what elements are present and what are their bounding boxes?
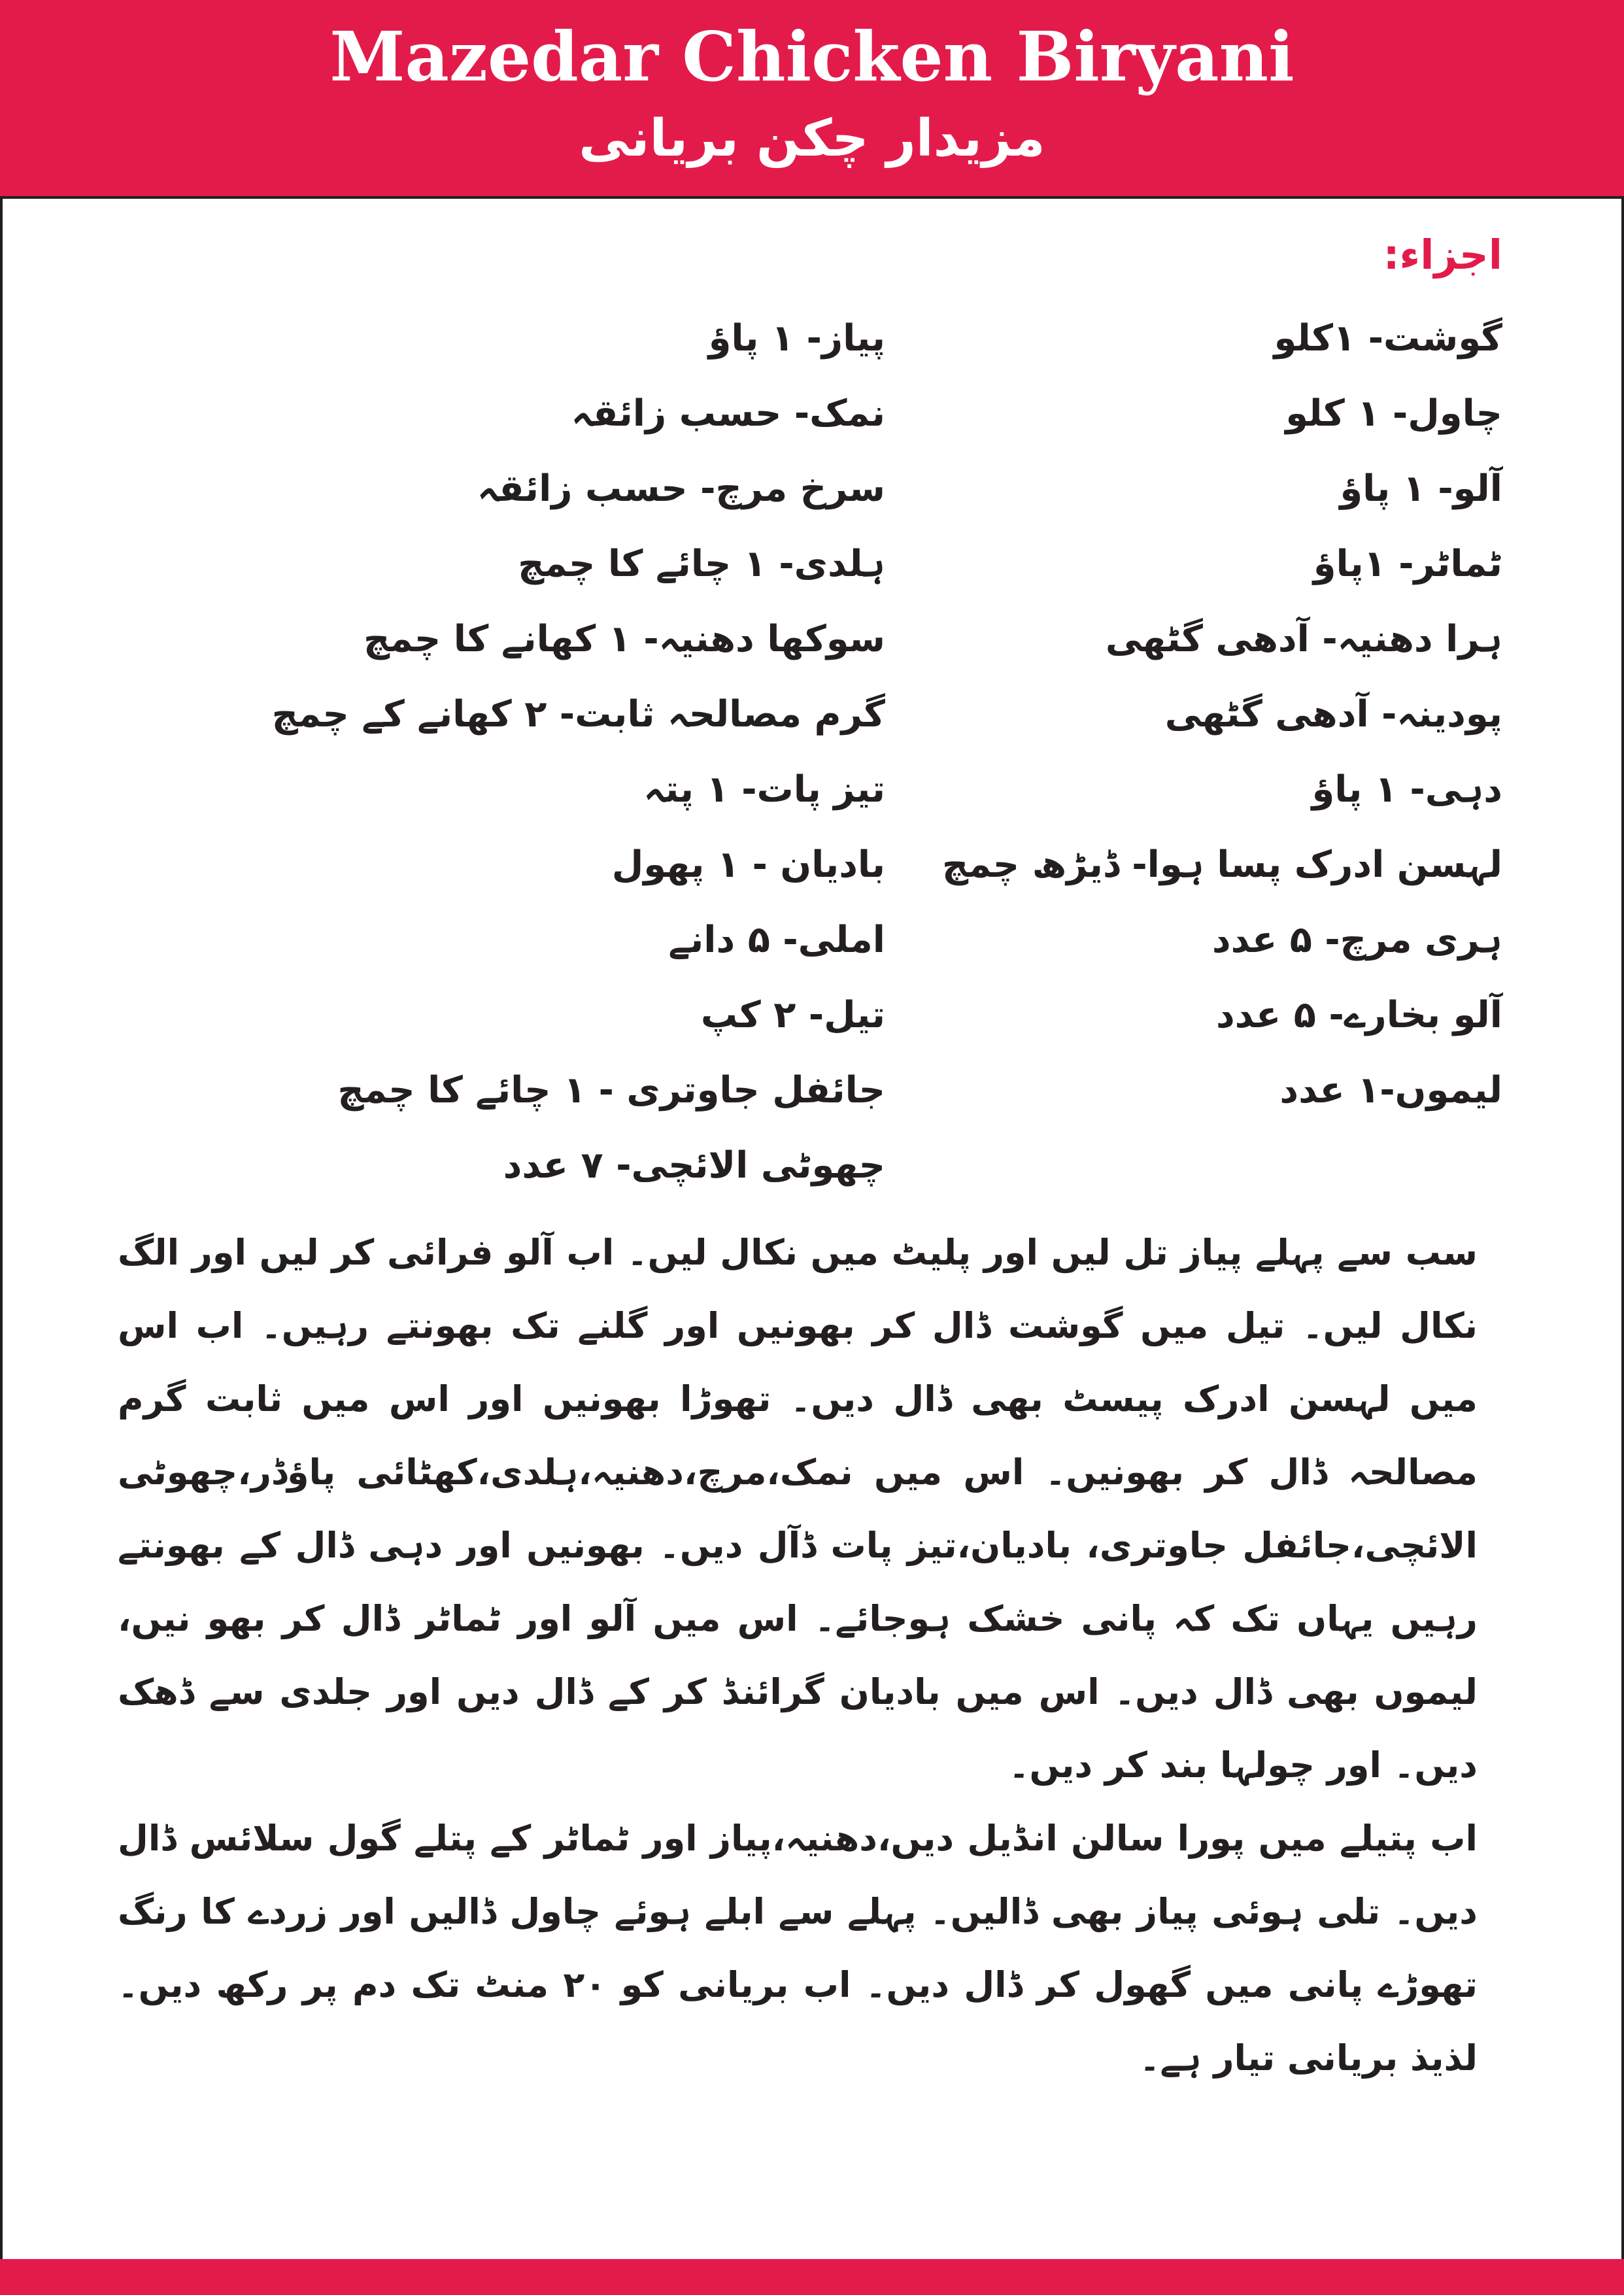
ingredients-list-right <box>941 301 1502 1128</box>
ingredient-item: بادیان - ۱ پھول <box>611 843 885 886</box>
ingredient-item: ہلدی- ۱ چائے کا چمچ <box>518 543 885 585</box>
ingredient-item: ہری مرچ- ۵ عدد <box>1211 919 1502 961</box>
ingredient-item: دہی- ۱ پاؤ <box>1311 768 1502 811</box>
frame-border-right <box>1621 196 1624 2259</box>
ingredient-item: آلو بخارے- ۵ عدد <box>1215 994 1502 1036</box>
ingredient-item: جائفل جاوتری - ۱ چائے کا چمچ <box>337 1069 885 1112</box>
method-instructions <box>118 1216 1478 2095</box>
ingredient-item: پیاز- ۱ پاؤ <box>708 317 885 360</box>
title-banner <box>0 0 1624 199</box>
ingredient-item: نمک- حسب زائقہ <box>571 392 885 435</box>
ingredient-item: لہسن ادرک پسا ہوا- ڈیڑھ چمچ <box>941 843 1502 886</box>
recipe-title-urdu: مزیدار چکن بریانی <box>579 109 1045 168</box>
ingredient-item: لیموں-۱ عدد <box>1279 1069 1502 1112</box>
ingredients-heading: اجزاء: <box>1383 231 1502 279</box>
ingredient-item: ہرا دھنیہ- آدھی گٹھی <box>1105 618 1502 660</box>
method-paragraph: سب سے پہلے پیاز تل لیں اور پلیٹ میں نکال لیں۔ اب آلو فرائی کر لیں اور الگ نکال لیں۔ تیل میں گوشت ڈال کر بھونیں اور گلنے تک بھونتے رہیں۔ اب اس میں لہسن ادرک پیسٹ بھی ڈال دیں۔ تھوڑا بھونیں اور اس میں ثابت گرم مصالحہ ڈال کر بھونیں۔ اس میں نمک،مرچ،دھنیہ،ہلدی،کھٹائی پاؤڈر،چھوٹی الائچی،جائفل جاوتری، بادیان،تیز پات ڈآل دیں۔ بھونیں اور دہی ڈال کے بھونتے رہیں یہاں تک کہ پانی خشک ہوجائے۔ اس میں آلو اور ٹماٹر ڈال کر بھو نیں، لیموں بھی ڈال دیں۔ اس میں بادیان گرائنڈ کر کے ڈال دیں اور جلدی سے ڈھک دیں۔ اور چولہا بند کر دیں۔ <box>118 1232 1478 1786</box>
ingredient-item: تیز پات- ۱ پتہ <box>643 768 885 811</box>
ingredient-item: ٹماٹر- ۱پاؤ <box>1313 543 1502 585</box>
method-paragraph: اب پتیلے میں پورا سالن انڈیل دیں،دھنیہ،پیاز اور ٹماٹر کے پتلے گول سلائس ڈال دیں۔ تلی ہوئی پیاز بھی ڈالیں۔ پہلے سے ابلے ہوئے چاول ڈالیں اور زردے کا رنگ تھوڑے پانی میں گھول کر ڈال دیں۔ اب بریانی کو ۲۰ منٹ تک دم پر رکھ دیں۔ لذیذ بریانی تیار ہے۔ <box>118 1818 1478 2079</box>
ingredients-list-left <box>153 301 885 1203</box>
ingredient-item: چاول- ۱ کلو <box>1285 392 1502 435</box>
ingredient-item: آلو- ۱ پاؤ <box>1340 468 1502 510</box>
ingredient-item: تیل- ۲ کپ <box>700 994 885 1036</box>
ingredient-item: سوکھا دھنیہ- ۱ کھانے کا چمچ <box>363 618 885 660</box>
footer-bar <box>0 2259 1624 2295</box>
ingredient-item: گرم مصالحہ ثابت- ۲ کھانے کے چمچ <box>271 693 885 736</box>
frame-border-left <box>0 196 3 2259</box>
ingredient-item: املی- ۵ دانے <box>668 919 885 961</box>
ingredient-item: پودینہ- آدھی گٹھی <box>1164 693 1502 736</box>
ingredient-item: چھوٹی الائچی- ۷ عدد <box>503 1144 885 1187</box>
recipe-title-english: Mazedar Chicken Biryani <box>330 16 1294 97</box>
ingredient-item: سرخ مرچ- حسب زائقہ <box>477 468 885 510</box>
ingredient-item: گوشت- ۱کلو <box>1274 317 1502 360</box>
